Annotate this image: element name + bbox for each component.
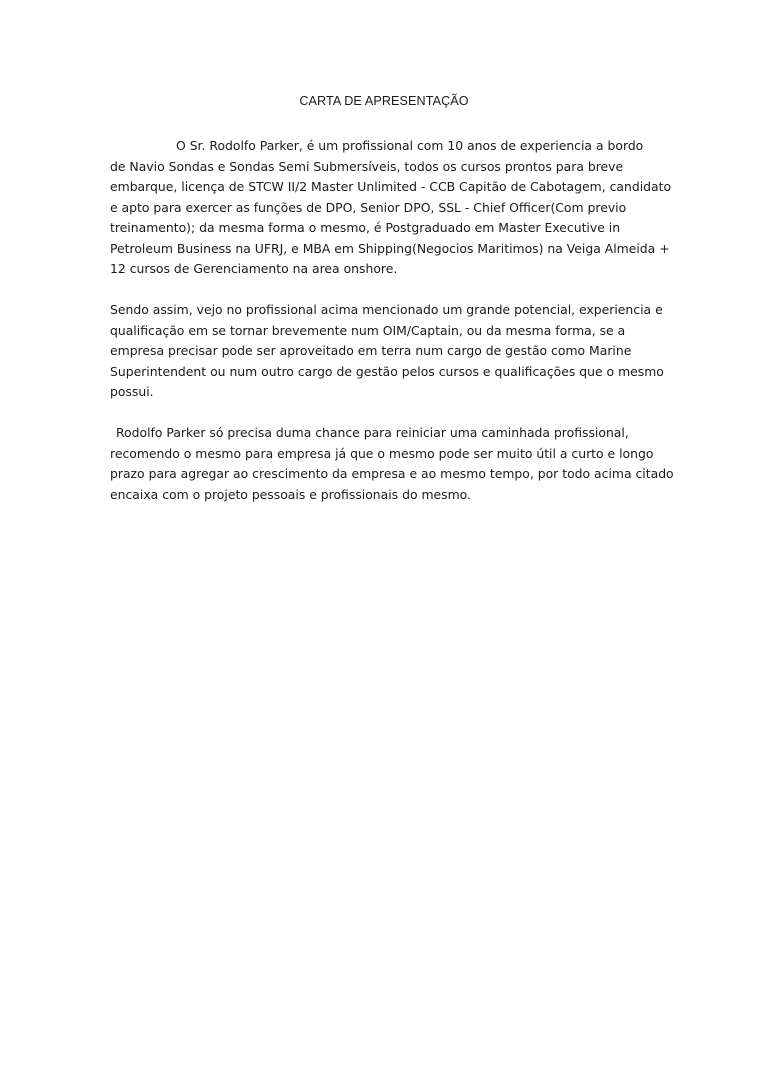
paragraph-line: qualificação em se tornar brevemente num OIM/Captain, ou da mesma forma, se a bbox=[110, 322, 626, 338]
paragraph-line: 12 cursos de Gerenciamento na area onshore. bbox=[110, 261, 398, 276]
document-title: CARTA DE APRESENTAÇÃO bbox=[299, 94, 469, 108]
paragraph-line: Rodolfo Parker só precisa duma chance para reiniciar uma caminhada profissional, bbox=[116, 425, 629, 440]
paragraph-line: O Sr. Rodolfo Parker, é um profissional com 10 anos de experiencia a bordo bbox=[176, 138, 644, 153]
paragraph-assessment bbox=[110, 300, 664, 403]
paragraph-line: Sendo assim, vejo no profissional acima mencionado um grande potencial, experiencia e bbox=[110, 302, 663, 317]
paragraph-recommendation bbox=[110, 423, 674, 505]
paragraph-line: de Navio Sondas e Sondas Semi Submersíveis, todos os cursos prontos para breve bbox=[110, 158, 624, 174]
paragraph-introduction bbox=[110, 136, 672, 280]
paragraph-line: possui. bbox=[110, 384, 154, 399]
paragraph-line: Superintendent ou num outro cargo de gestão pelos cursos e qualificações que o mesmo bbox=[110, 363, 664, 379]
paragraph-line: embarque, licença de STCW II/2 Master Unlimited - CCB Capitão de Cabotagem, candidato bbox=[110, 179, 672, 194]
paragraph-line: empresa precisar pode ser aproveitado em terra num cargo de gestão como Marine bbox=[110, 343, 632, 358]
paragraph-line: prazo para agregar ao crescimento da empresa e ao mesmo tempo, por todo acima citado bbox=[110, 466, 674, 481]
paragraph-line: recomendo o mesmo para empresa já que o mesmo pode ser muito útil a curto e longo bbox=[110, 445, 654, 461]
paragraph-line: Petroleum Business na UFRJ, e MBA em Shipping(Negocios Maritimos) na Veiga Almeida + bbox=[110, 240, 670, 256]
paragraph-line: treinamento); da mesma forma o mesmo, é Postgraduado em Master Executive in bbox=[110, 220, 621, 235]
paragraph-line: e apto para exercer as funções de DPO, Senior DPO, SSL - Chief Officer(Com previo bbox=[110, 199, 627, 215]
paragraph-line: encaixa com o projeto pessoais e profissionais do mesmo. bbox=[110, 486, 471, 502]
